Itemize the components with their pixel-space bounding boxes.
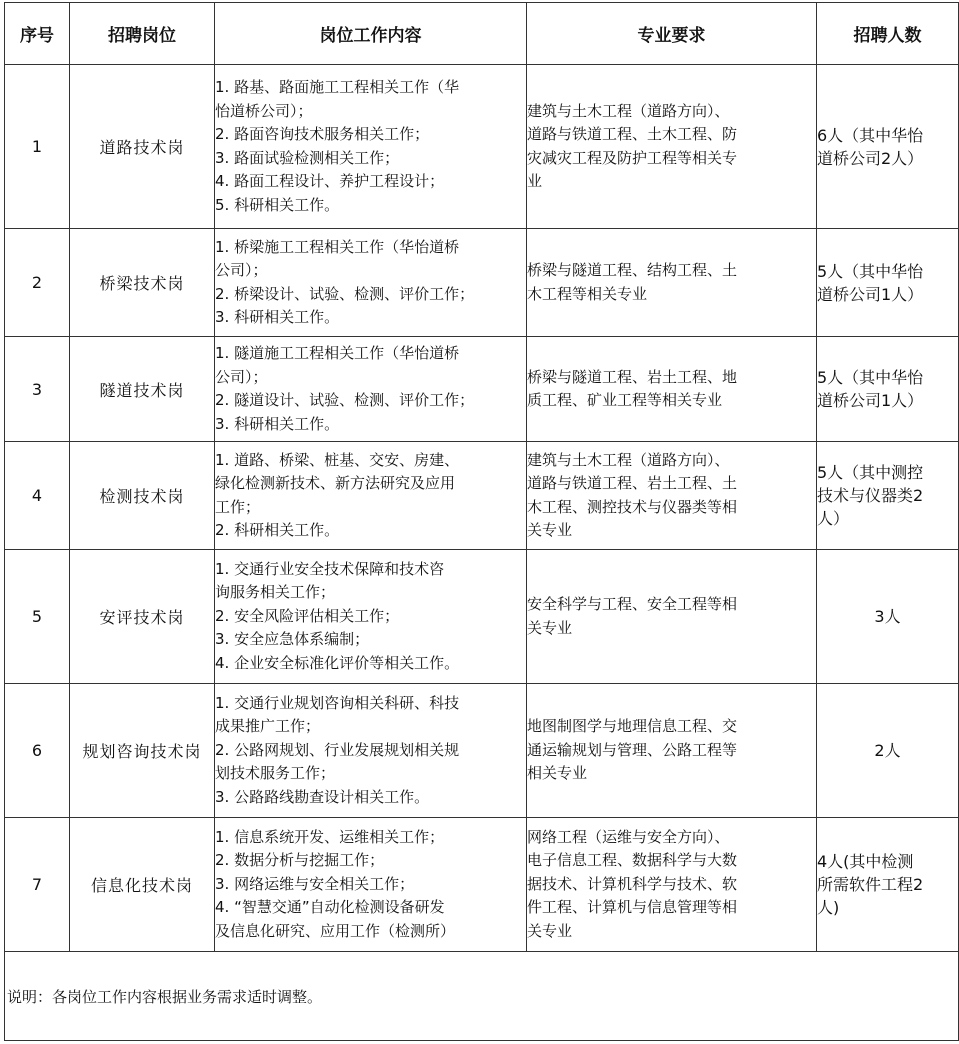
count-line: 所需软件工程2 — [817, 875, 924, 894]
row-number: 5 — [5, 550, 70, 684]
duty-line: 3. 网络运维与安全相关工作； — [215, 874, 415, 893]
duty-line: 2. 公路网规划、行业发展规划相关规 — [215, 740, 460, 759]
major-line: 业 — [527, 172, 543, 190]
count-line: 5人（其中测控 — [817, 463, 924, 482]
duty-line: 2. 隧道设计、试验、检测、评价工作； — [215, 391, 475, 409]
major-line: 据技术、计算机科学与技术、软 — [527, 874, 738, 893]
position-name: 检测技术岗 — [70, 442, 215, 550]
table-row — [5, 684, 959, 818]
duty-line: 3. 安全应急体系编制； — [215, 630, 370, 649]
header-row — [5, 3, 959, 65]
duty-line: 公司）； — [215, 261, 268, 279]
table-body — [5, 65, 959, 952]
duty-line: 1. 隧道施工工程相关工作（华怡道桥 — [215, 344, 460, 362]
duty-line: 工作； — [215, 497, 261, 516]
duty-line: 绿化检测新技术、新方法研究及应用 — [215, 474, 456, 492]
duty-line: 4. 企业安全标准化评价等相关工作。 — [215, 653, 460, 672]
note-row — [5, 952, 959, 1041]
count-line: 2人 — [874, 741, 901, 760]
table-row — [5, 229, 959, 337]
duty-line: 询服务相关工作； — [215, 583, 336, 602]
major-line: 关专业 — [527, 618, 573, 637]
row-number: 3 — [5, 337, 70, 442]
duty-line: 划技术服务工作； — [215, 764, 336, 783]
position-name: 规划咨询技术岗 — [70, 684, 215, 818]
header-count: 招聘人数 — [817, 3, 959, 65]
major-requirements — [527, 337, 817, 442]
row-number: 7 — [5, 818, 70, 952]
major-requirements — [527, 818, 817, 952]
major-line: 通运输规划与管理、公路工程等 — [527, 740, 738, 759]
duty-line: 4. “智慧交通”自动化检测设备研发 — [215, 898, 445, 917]
duty-line: 3. 路面试验检测相关工作； — [215, 148, 400, 167]
major-line: 网络工程（运维与安全方向）、 — [527, 827, 730, 846]
major-line: 件工程、计算机与信息管理等相 — [527, 898, 738, 917]
duty-line: 1. 信息系统开发、运维相关工作； — [215, 827, 445, 846]
job-duties — [215, 229, 527, 337]
duty-line: 1. 路基、路面施工工程相关工作（华 — [215, 78, 460, 96]
count-line: 道桥公司1人） — [817, 284, 924, 304]
table-row — [5, 818, 959, 952]
duty-line: 3. 公路路线勘查设计相关工作。 — [215, 787, 430, 806]
hire-count — [817, 684, 959, 818]
hire-count — [817, 65, 959, 229]
duty-line: 1. 交通行业安全技术保障和技术咨 — [215, 559, 445, 578]
hire-count — [817, 229, 959, 337]
duty-line: 2. 数据分析与挖掘工作； — [215, 851, 385, 870]
duty-line: 4. 路面工程设计、养护工程设计； — [215, 172, 445, 190]
header-no: 序号 — [5, 3, 70, 65]
duty-line: 1. 交通行业规划咨询相关科研、科技 — [215, 693, 460, 712]
duty-line: 5. 科研相关工作。 — [215, 195, 340, 214]
note-text: 说明：各岗位工作内容根据业务需求适时调整。 — [5, 952, 959, 1041]
hire-count — [817, 818, 959, 952]
major-line: 建筑与土木工程（道路方向）、 — [527, 450, 730, 469]
duty-line: 1. 桥梁施工工程相关工作（华怡道桥 — [215, 237, 460, 256]
count-line: 技术与仪器类2 — [817, 486, 924, 505]
count-line: 道桥公司1人） — [817, 391, 924, 410]
row-number: 6 — [5, 684, 70, 818]
major-line: 质工程、矿业工程等相关专业 — [527, 391, 723, 409]
duty-line: 及信息化研究、应用工作（检测所） — [215, 921, 456, 940]
position-name: 隧道技术岗 — [70, 337, 215, 442]
header-duties: 岗位工作内容 — [215, 3, 527, 65]
position-name: 道路技术岗 — [70, 65, 215, 229]
table-row — [5, 442, 959, 550]
job-duties — [215, 684, 527, 818]
row-number: 2 — [5, 229, 70, 337]
major-line: 道路与铁道工程、土木工程、防 — [527, 125, 738, 143]
count-line: 4人(其中检测 — [817, 852, 914, 871]
job-duties — [215, 442, 527, 550]
major-line: 关专业 — [527, 521, 573, 539]
duty-line: 1. 道路、桥梁、桩基、交安、房建、 — [215, 450, 460, 469]
count-line: 6人（其中华怡 — [817, 125, 924, 145]
header-position: 招聘岗位 — [70, 3, 215, 65]
job-duties — [215, 818, 527, 952]
hire-count — [817, 442, 959, 550]
major-line: 建筑与土木工程（道路方向）、 — [527, 101, 730, 120]
major-line: 桥梁与隧道工程、结构工程、土 — [527, 261, 738, 279]
count-line: 人) — [817, 898, 840, 917]
major-line: 木工程等相关专业 — [527, 284, 648, 303]
count-line: 5人（其中华怡 — [817, 261, 924, 281]
major-line: 相关专业 — [527, 764, 588, 783]
job-duties — [215, 65, 527, 229]
major-requirements — [527, 442, 817, 550]
hire-count — [817, 550, 959, 684]
duty-line: 2. 安全风险评估相关工作； — [215, 606, 400, 625]
table-row — [5, 550, 959, 684]
row-number: 1 — [5, 65, 70, 229]
major-requirements — [527, 229, 817, 337]
duty-line: 2. 桥梁设计、试验、检测、评价工作； — [215, 284, 475, 303]
major-requirements — [527, 65, 817, 229]
major-line: 木工程、测控技术与仪器类等相 — [527, 497, 738, 516]
major-line: 安全科学与工程、安全工程等相 — [527, 595, 738, 613]
major-line: 桥梁与隧道工程、岩土工程、地 — [527, 367, 738, 386]
job-duties — [215, 550, 527, 684]
major-line: 关专业 — [527, 921, 573, 940]
count-line: 人） — [817, 509, 850, 528]
major-requirements — [527, 550, 817, 684]
position-name: 信息化技术岗 — [70, 818, 215, 952]
table-row — [5, 337, 959, 442]
major-line: 地图制图学与地理信息工程、交 — [527, 717, 738, 736]
hire-count — [817, 337, 959, 442]
duty-line: 2. 路面咨询技术服务相关工作； — [215, 125, 430, 143]
major-requirements — [527, 684, 817, 818]
row-number: 4 — [5, 442, 70, 550]
job-duties — [215, 337, 527, 442]
duty-line: 3. 科研相关工作。 — [215, 414, 340, 433]
header-major: 专业要求 — [527, 3, 817, 65]
count-line: 道桥公司2人） — [817, 148, 924, 168]
position-name: 桥梁技术岗 — [70, 229, 215, 337]
table-row — [5, 65, 959, 229]
position-name: 安评技术岗 — [70, 550, 215, 684]
duty-line: 3. 科研相关工作。 — [215, 308, 340, 326]
count-line: 3人 — [874, 607, 901, 626]
duty-line: 怡道桥公司）； — [215, 101, 313, 120]
duty-line: 2. 科研相关工作。 — [215, 521, 340, 539]
duty-line: 成果推广工作； — [215, 717, 321, 736]
major-line: 电子信息工程、数据科学与大数 — [527, 851, 738, 870]
major-line: 灾减灾工程及防护工程等相关专 — [527, 148, 738, 167]
count-line: 5人（其中华怡 — [817, 368, 924, 387]
duty-line: 公司）； — [215, 367, 268, 386]
major-line: 道路与铁道工程、岩土工程、土 — [527, 474, 738, 492]
recruitment-table — [4, 2, 959, 1041]
